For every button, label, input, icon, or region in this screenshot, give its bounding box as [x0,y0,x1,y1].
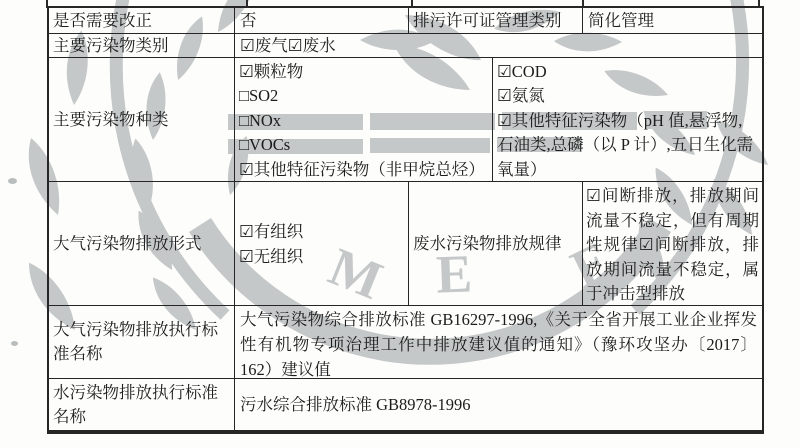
checklist-item: □SO2 [239,86,279,106]
pollutant-types-label: 主要污染物种类 [53,109,169,129]
table-row-pollutant-category [49,33,762,57]
water-standard-value: 污水综合排放标准 GB8978-1996 [234,379,762,430]
wastewater-pattern-value: ☑间断排放，排放期间流量不稳定，但有周期性规律☑间断排放，排放期间流量不稳定，属于冲击型排放 [582,182,762,305]
table-row-pollutant-types [49,57,762,181]
air-pollutant-checklist [234,58,492,181]
checklist-item: ☑其他特征污染物（非甲烷总烃） [239,159,485,179]
wastewater-pattern-label: 废水污染物排放规律 [408,182,582,305]
air-standard-label: 大气污染物排放执行标准名称 [53,320,218,363]
table-row-air-standard [49,305,762,378]
table-row-correction [49,8,762,33]
watermark-letter-e2: E [561,229,621,300]
water-standard-label: 水污染物排放执行标准名称 [53,382,218,426]
checklist-item: □VOCs [239,135,291,155]
table-grid-stub [582,0,584,8]
scan-speck [8,178,17,184]
table-grid-stub [46,0,48,8]
checklist-item: ☑颗粒物 [239,62,304,81]
air-emission-form-label: 大气污染物排放形式 [53,233,202,253]
air-standard-value: 大气污染物综合排放标准 GB16297-1996,《关于全省开展工业企业挥发性有机物专项治理工作中排放建议值的通知》（豫环攻坚办〔2017〕162）建议值 [234,306,762,378]
checklist-item: ☑有组织 [239,221,304,241]
checklist-item: ☑氨氮 [497,86,545,106]
pollutant-category-value: ☑废气☑废水 [234,34,762,57]
table-row-emission-form [49,181,762,305]
pollutant-category-label: 主要污染物类别 [53,35,169,55]
table-grid-stub [758,0,760,8]
table-grid-stub [246,0,248,8]
air-emission-form-checklist [234,182,408,305]
checklist-item: □NOx [239,110,282,130]
management-category-value: 简化管理 [582,8,762,33]
correction-value: 否 [234,8,408,33]
water-pollutant-checklist [492,58,762,181]
table-grid-stub [411,0,413,8]
checklist-item: ☑其他特征污染物（pH 值,悬浮物,石油类,总磷（以 P 计）,五日生化需氧量） [497,110,754,179]
checklist-item: ☑COD [497,62,547,81]
management-category-label: 排污许可证管理类别 [408,8,582,33]
scan-speck [11,341,18,346]
correction-label: 是否需要改正 [53,10,152,30]
watermark-letter-e1: E [435,243,474,305]
table-row-water-standard [49,378,762,430]
checklist-item: ☑无组织 [239,246,304,266]
permit-info-table [47,6,764,434]
watermark-letter-m: M [320,236,391,311]
